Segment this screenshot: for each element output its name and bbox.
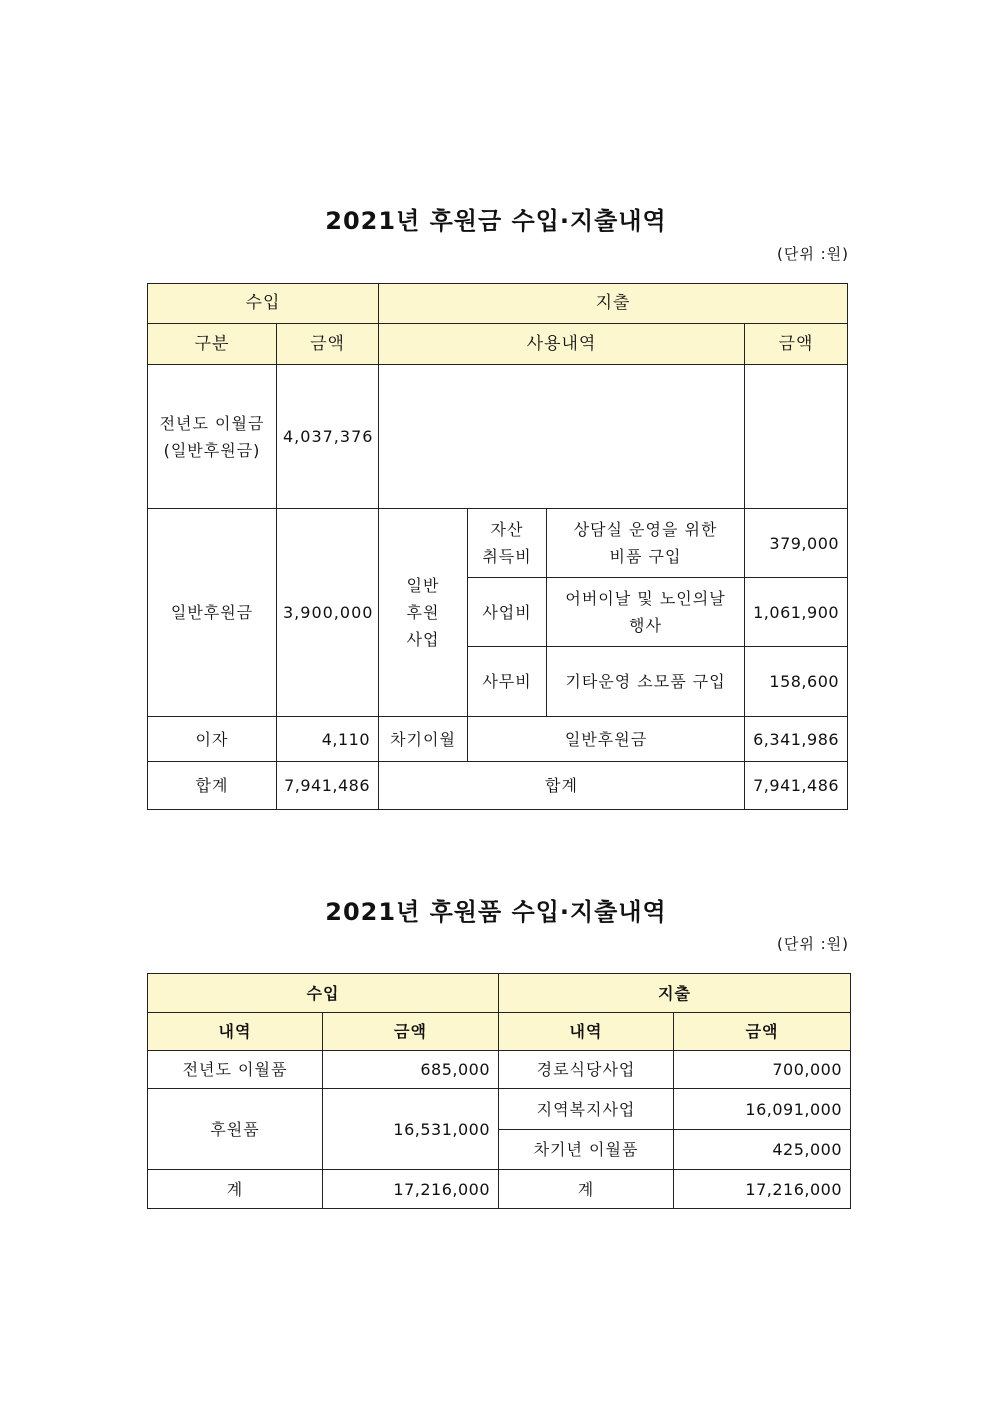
donated-goods-table xyxy=(147,973,851,1209)
expense-description: 기타운영 소모품 구입 xyxy=(547,647,745,717)
total-label: 계 xyxy=(148,1170,323,1209)
subheader-row xyxy=(148,324,848,365)
senior-meal-label: 경로식당사업 xyxy=(499,1051,674,1089)
expense-category: 사업비 xyxy=(468,578,547,647)
carryover-next-desc: 일반후원금 xyxy=(468,717,745,762)
total-label: 합계 xyxy=(148,762,277,810)
donated-goods-label: 후원품 xyxy=(148,1089,323,1170)
usage-header: 사용내역 xyxy=(379,324,745,365)
donation-money-title: 2021년 후원금 수입·지출내역 xyxy=(325,207,667,235)
carryover-amount: 4,037,376 xyxy=(277,365,379,509)
total-income: 17,216,000 xyxy=(323,1170,499,1209)
total-row xyxy=(148,762,848,810)
interest-label: 이자 xyxy=(148,717,277,762)
expense-amount-header: 금액 xyxy=(745,324,848,365)
carryover-goods-amount: 685,000 xyxy=(323,1051,499,1089)
expense-category: 사무비 xyxy=(468,647,547,717)
next-year-carryover-label: 차기년 이월품 xyxy=(499,1130,674,1170)
amount-header: 금액 xyxy=(277,324,379,365)
program-label-line: 일반 xyxy=(406,576,440,595)
carryover-sublabel: (일반후원금) xyxy=(163,440,261,460)
expense-amount: 158,600 xyxy=(745,647,848,717)
income-header: 수입 xyxy=(148,284,379,324)
expense-description-cell xyxy=(547,509,745,578)
unit-label: (단위 :원) xyxy=(777,935,849,953)
expense-amount: 1,061,900 xyxy=(745,578,848,647)
expense-category-cell xyxy=(468,509,547,578)
interest-amount: 4,110 xyxy=(277,717,379,762)
header-row xyxy=(148,974,851,1013)
carryover-label: 전년도 이월금 xyxy=(159,413,265,433)
table-row xyxy=(148,717,848,762)
empty-amount-cell xyxy=(745,365,848,509)
total-row xyxy=(148,1170,851,1209)
total-expense: 17,216,000 xyxy=(674,1170,851,1209)
carryover-goods-label: 전년도 이월품 xyxy=(148,1051,323,1089)
income-item-header: 내역 xyxy=(148,1013,323,1051)
donated-goods-amount: 16,531,000 xyxy=(323,1089,499,1170)
empty-usage-cell xyxy=(379,365,745,509)
next-year-carryover-amount: 425,000 xyxy=(674,1130,851,1170)
total-label-expense: 합계 xyxy=(379,762,745,810)
general-donation-label: 일반후원금 xyxy=(148,509,277,717)
expense-item-header: 내역 xyxy=(499,1013,674,1051)
table-row xyxy=(148,1051,851,1089)
expense-description: 어버이날 및 노인의날 xyxy=(565,589,726,608)
expense-description: 행사 xyxy=(629,616,662,635)
expense-category: 자산 xyxy=(490,520,524,539)
unit-label: (단위 :원) xyxy=(777,245,849,263)
expense-header: 지출 xyxy=(379,284,848,324)
donation-money-table xyxy=(147,283,848,810)
senior-meal-amount: 700,000 xyxy=(674,1051,851,1089)
program-label-line: 사업 xyxy=(406,630,440,649)
expense-header: 지출 xyxy=(499,974,851,1013)
income-amount-header: 금액 xyxy=(323,1013,499,1051)
total-expense: 7,941,486 xyxy=(745,762,848,810)
expense-amount-header: 금액 xyxy=(674,1013,851,1051)
community-welfare-amount: 16,091,000 xyxy=(674,1089,851,1130)
community-welfare-label: 지역복지사업 xyxy=(499,1089,674,1130)
header-row xyxy=(148,284,848,324)
total-label-expense: 계 xyxy=(499,1170,674,1209)
total-income: 7,941,486 xyxy=(277,762,379,810)
donated-goods-title: 2021년 후원품 수입·지출내역 xyxy=(325,898,667,926)
income-header: 수입 xyxy=(148,974,499,1013)
carryover-next-label: 차기이월 xyxy=(379,717,468,762)
expense-description-cell xyxy=(547,578,745,647)
category-header: 구분 xyxy=(148,324,277,365)
general-donation-amount: 3,900,000 xyxy=(277,509,379,717)
program-label-cell xyxy=(379,509,468,717)
expense-category: 취득비 xyxy=(482,547,532,566)
table-row xyxy=(148,365,848,509)
carryover-next-amount: 6,341,986 xyxy=(745,717,848,762)
expense-description: 비품 구입 xyxy=(609,547,682,566)
subheader-row xyxy=(148,1013,851,1051)
carryover-category-cell xyxy=(148,365,277,509)
table-row xyxy=(148,509,848,578)
expense-description: 상담실 운영을 위한 xyxy=(573,520,718,539)
expense-amount: 379,000 xyxy=(745,509,848,578)
table-row xyxy=(148,1089,851,1130)
program-label-line: 후원 xyxy=(406,603,440,622)
